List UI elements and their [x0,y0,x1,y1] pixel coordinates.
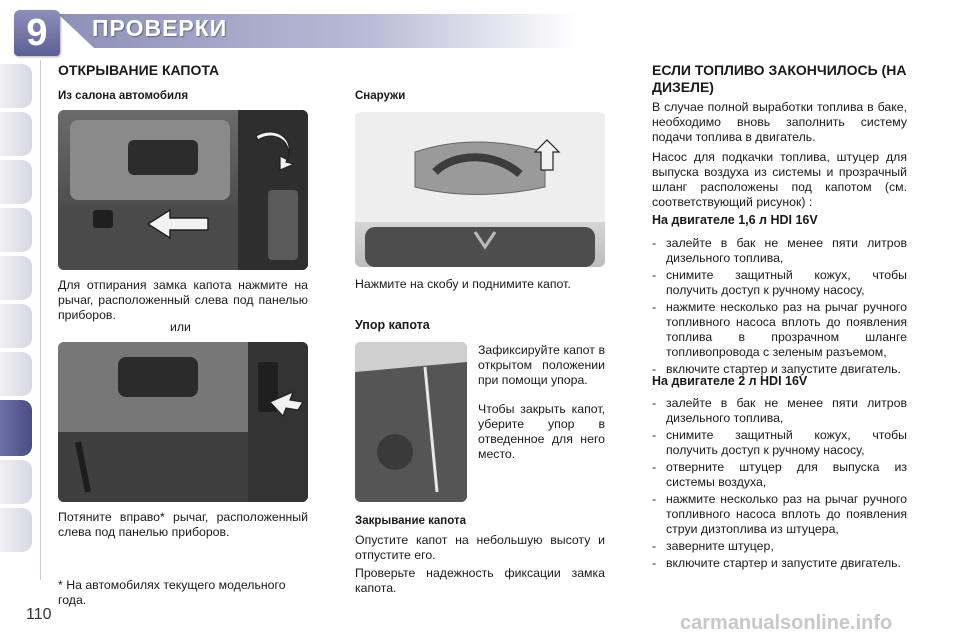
page-title: ПРОВЕРКИ [92,15,228,41]
fuel-intro-2: Насос для подкачки топлива, штуцер для выпуска воздуха из системы и прозрачный шланг расположены под капотом (см. соответствующий рисунок) : [652,150,907,209]
photo-lever-push [58,110,308,270]
chapter-tab[interactable] [0,304,32,348]
engine-20-steps [652,396,907,573]
chapter-tab[interactable] [0,112,32,156]
closing-text-check: Проверьте надежность фиксации замка капота. [355,566,605,595]
list-item: - включите стартер и запустите двигатель. [652,556,907,571]
text-pull-lever: Потяните вправо* рычаг, расположенный слева под панелью приборов. [58,510,308,539]
subheading-inside: Из салона автомобиля [58,90,189,102]
chapter-tab[interactable] [0,352,32,396]
closing-text-lower: Опустите капот на небольшую высоту и отпустите его. [355,533,605,562]
chapter-tab-active[interactable] [0,400,32,456]
photo-hood-latch [355,112,605,267]
chapter-tab[interactable] [0,160,32,204]
list-item: - снимите защитный кожух, чтобы получить доступ к ручному насосу, [652,268,907,298]
chapter-tab[interactable] [0,208,32,252]
prop-title: Упор капота [355,318,430,332]
list-item: - включите стартер и запустите двигатель. [652,362,907,377]
chapter-tab[interactable] [0,460,32,504]
chapter-tabs [0,64,40,556]
engine-16-steps [652,236,907,379]
text-push-lever: Для отпирания замка капота нажмите на рычаг, расположенный слева под панелью приборов. [58,278,308,322]
list-item: - снимите защитный кожух, чтобы получить доступ к ручному насосу, [652,428,907,458]
chapter-tab[interactable] [0,256,32,300]
side-divider [40,60,41,580]
engine-16-title: На двигателе 1,6 л HDI 16V [652,213,818,227]
page-number: 110 [26,606,52,623]
photo-hood-prop [355,342,467,502]
photo-lever-pull [58,342,308,502]
list-item: - отверните штуцер для выпуска из системы воздуха, [652,460,907,490]
list-item: - залейте в бак не менее пяти литров дизельного топлива, [652,396,907,426]
list-item: - заверните штуцер, [652,539,907,554]
or-label: или [170,320,191,334]
chapter-badge: 9 [14,10,60,56]
prop-text-fix: Зафиксируйте капот в открытом положении при помощи упора. [478,343,605,387]
prop-text-close: Чтобы закрыть капот, уберите упор в отведенное для него место. [478,402,605,461]
section-title-fuel: ЕСЛИ ТОПЛИВО ЗАКОНЧИЛОСЬ (НА ДИЗЕЛЕ) [652,62,907,95]
footnote: * На автомобилях текущего модельного года. [58,578,286,607]
list-item: - нажмите несколько раз на рычаг ручного топливного насоса вплоть до появления струи дизтоплива из штуцера, [652,492,907,537]
list-item: - залейте в бак не менее пяти литров дизельного топлива, [652,236,907,266]
closing-title: Закрывание капота [355,515,466,527]
text-outside: Нажмите на скобу и поднимите капот. [355,277,571,291]
watermark: carmanualsonline.info [680,612,893,634]
chapter-tab[interactable] [0,508,32,552]
section-title-hood-opening: ОТКРЫВАНИЕ КАПОТА [58,62,220,78]
list-item: - нажмите несколько раз на рычаг ручного топливного насоса вплоть до появления топлива в прозрачном шланге топливопровода с зеленым разъемом, [652,300,907,360]
subheading-outside: Снаружи [355,90,406,102]
chapter-tab[interactable] [0,64,32,108]
fuel-intro-1: В случае полной выработки топлива в баке, необходимо вновь заполнить систему подачи топлива в двигатель. [652,100,907,144]
engine-20-title: На двигателе 2 л HDI 16V [652,374,808,388]
